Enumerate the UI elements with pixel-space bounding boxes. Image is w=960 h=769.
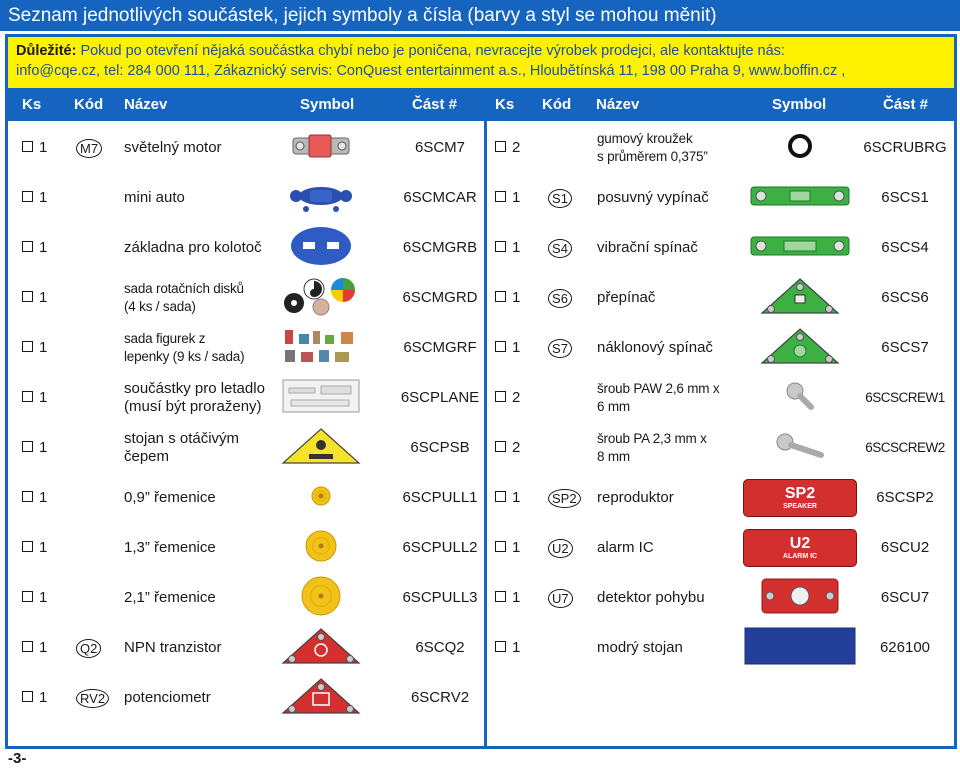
quantity-value: 1 <box>512 239 521 256</box>
part-name-line: 6 mm <box>597 399 630 414</box>
part-number: 6SCMCAR <box>403 189 477 206</box>
part-number: 6SCM7 <box>414 139 466 156</box>
quantity-cell <box>495 223 520 273</box>
part-name-line: přepínač <box>597 289 656 306</box>
selector-switch-icon <box>760 277 840 320</box>
checkbox-icon[interactable] <box>495 591 506 602</box>
symbol-cell <box>734 278 866 318</box>
quantity-cell <box>495 573 520 623</box>
part-name-line: 2,1” řemenice <box>124 589 216 606</box>
icon-label-main: U2 <box>789 534 811 552</box>
checkbox-icon[interactable] <box>495 391 506 402</box>
part-name-line: 1,3” řemenice <box>124 539 216 556</box>
symbol-cell <box>734 428 866 468</box>
symbol-cell <box>734 228 866 268</box>
rubber-ring-icon <box>786 132 814 165</box>
part-name-line: mini auto <box>124 189 185 206</box>
page-title: Seznam jednotlivých součástek, jejich symboly a čísla (barvy a styl se mohou měnit) <box>0 0 960 31</box>
quantity-value: 1 <box>512 589 521 606</box>
checkbox-icon[interactable] <box>495 291 506 302</box>
part-number: 6SCRV2 <box>410 689 470 706</box>
checkbox-icon[interactable] <box>495 441 506 452</box>
header-code-right: Kód <box>542 96 572 113</box>
quantity-cell <box>495 473 520 523</box>
blue-stand-icon <box>744 626 856 671</box>
potentiometer-icon <box>281 677 361 720</box>
part-code-badge: SP2 <box>548 489 581 508</box>
header-name: Název <box>124 96 168 113</box>
page-number: -3- <box>8 750 27 767</box>
checkbox-icon[interactable] <box>495 191 506 202</box>
quantity-cell <box>495 123 520 173</box>
header-name-right: Název <box>596 96 640 113</box>
table-row <box>8 323 954 373</box>
quantity-value: 1 <box>512 539 521 556</box>
part-name-line: stojan s otáčivým <box>124 430 240 447</box>
quantity-cell <box>495 323 520 373</box>
header-qty-right: Ks <box>495 96 515 113</box>
part-name-line: NPN tranzistor <box>124 639 222 656</box>
quantity-value: 1 <box>39 389 48 406</box>
part-code-badge: S4 <box>548 239 572 258</box>
part-name-line: náklonový spínač <box>597 339 713 356</box>
part-name-line: čepem <box>124 448 170 465</box>
icon-label-sub: SPEAKER <box>783 502 817 510</box>
part-name-line: vibrační spínač <box>597 239 698 256</box>
important-notice <box>8 37 954 88</box>
checkbox-icon[interactable] <box>495 141 506 152</box>
vibration-switch-icon <box>750 235 850 262</box>
part-name <box>597 430 707 466</box>
table-header <box>8 88 954 121</box>
table-row <box>8 673 954 723</box>
quantity-value: 1 <box>39 289 48 306</box>
parts-table <box>5 34 957 749</box>
part-name-line: šroub PAW 2,6 mm x <box>597 381 720 396</box>
speaker-icon <box>743 479 857 517</box>
quantity-value: 1 <box>512 289 521 306</box>
part-name <box>597 539 654 557</box>
notice-line-1 <box>16 41 946 61</box>
quantity-value: 1 <box>512 639 521 656</box>
part-number: 6SCMGRB <box>402 239 478 256</box>
quantity-cell <box>495 273 520 323</box>
part-name-line: sada figurek z <box>124 331 206 346</box>
quantity-value: 1 <box>512 339 521 356</box>
part-number: 6SCPLANE <box>400 389 480 406</box>
table-row <box>8 123 954 173</box>
part-code-badge: Q2 <box>76 639 101 658</box>
part-number: 6SCSP2 <box>876 489 934 506</box>
part-name <box>597 239 698 257</box>
notice-line-2: info@cqe.cz, tel: 284 000 111, Zákaznický servis: ConQuest entertainment a.s., Hloubětínská 11, 198 00 Praha 9, www.boffin.cz , <box>16 63 846 79</box>
symbol-cell <box>262 678 380 718</box>
part-name <box>597 489 674 507</box>
symbol-cell <box>734 128 866 168</box>
table-row <box>8 373 954 423</box>
part-number: 6SCS1 <box>881 189 929 206</box>
part-name-line: základna pro kolotoč <box>124 239 262 256</box>
quantity-value: 1 <box>39 439 48 456</box>
part-number: 6SCS4 <box>881 239 929 256</box>
quantity-cell <box>495 373 520 423</box>
part-name-line: s průměrem 0,375” <box>597 149 708 164</box>
checkbox-icon[interactable] <box>495 241 506 252</box>
header-part: Část # <box>412 96 458 113</box>
symbol-cell <box>734 378 866 418</box>
quantity-value: 1 <box>39 539 48 556</box>
header-qty: Ks <box>22 96 42 113</box>
part-name-line: sada rotačních disků <box>124 281 244 296</box>
part-number: 626100 <box>879 639 931 656</box>
checkbox-icon[interactable] <box>22 691 33 702</box>
checkbox-icon[interactable] <box>495 541 506 552</box>
symbol-cell <box>734 328 866 368</box>
quantity-value: 1 <box>512 489 521 506</box>
part-number: 6SCU2 <box>880 539 930 556</box>
quantity-value: 2 <box>512 139 521 156</box>
quantity-cell <box>495 623 520 673</box>
part-code-badge: U2 <box>548 539 573 558</box>
part-name-line: 0,9” řemenice <box>124 489 216 506</box>
part-name-line: součástky pro letadlo <box>124 380 265 397</box>
part-number: 6SCMGRF <box>403 339 477 356</box>
header-symbol-right: Symbol <box>772 96 827 113</box>
part-number: 6SCS7 <box>881 339 929 356</box>
part-code-badge: M7 <box>76 139 102 158</box>
part-name-line: (musí být proraženy) <box>124 398 262 415</box>
quantity-value: 1 <box>39 189 48 206</box>
part-name-line: 8 mm <box>597 449 630 464</box>
part-name <box>597 339 713 357</box>
checkbox-icon[interactable] <box>495 491 506 502</box>
symbol-cell <box>734 528 866 568</box>
part-number: 6SCMGRD <box>402 289 478 306</box>
part-code-badge: S1 <box>548 189 572 208</box>
table-row <box>8 473 954 523</box>
symbol-cell <box>734 478 866 518</box>
part-name <box>597 189 709 207</box>
part-number: 6SCPULL3 <box>402 589 478 606</box>
part-name-line: modrý stojan <box>597 639 683 656</box>
part-name-line: světelný motor <box>124 139 222 156</box>
part-number: 6SCQ2 <box>415 639 465 656</box>
part-name <box>597 380 719 416</box>
quantity-value: 1 <box>39 639 48 656</box>
part-number: 6SCU7 <box>880 589 930 606</box>
part-number: 6SCSCREW1 <box>865 390 945 405</box>
quantity-cell <box>495 523 520 573</box>
part-name-line: potenciometr <box>124 689 211 706</box>
quantity-value: 1 <box>39 589 48 606</box>
table-row <box>8 573 954 623</box>
header-symbol: Symbol <box>300 96 355 113</box>
alarm-ic-icon <box>743 529 857 567</box>
part-code-badge: S6 <box>548 289 572 308</box>
part-name <box>597 289 655 307</box>
part-name-line: detektor pohybu <box>597 589 705 606</box>
part-name-line: posuvný vypínač <box>597 189 709 206</box>
part-code-badge: RV2 <box>76 689 109 708</box>
part-code-badge: S7 <box>548 339 572 358</box>
symbol-cell <box>734 628 866 668</box>
table-row <box>8 523 954 573</box>
part-number: 6SCSCREW2 <box>865 440 945 455</box>
part-number: 6SCPSB <box>410 439 470 456</box>
motion-detector-icon <box>760 577 840 620</box>
part-number: 6SCPULL2 <box>402 539 478 556</box>
slide-switch-icon <box>750 185 850 212</box>
part-name-line: lepenky (9 ks / sada) <box>124 349 245 364</box>
part-code-badge: U7 <box>548 589 573 608</box>
quantity-value: 1 <box>39 339 48 356</box>
part-name-line: (4 ks / sada) <box>124 299 196 314</box>
tilt-switch-icon <box>760 327 840 370</box>
part-name-line: alarm IC <box>597 539 654 556</box>
part-name-line: reproduktor <box>597 489 674 506</box>
quantity-value: 1 <box>39 239 48 256</box>
quantity-value: 1 <box>512 189 521 206</box>
quantity-value: 1 <box>39 489 48 506</box>
part-name-line: gumový kroužek <box>597 131 693 146</box>
quantity-value: 2 <box>512 389 521 406</box>
part-name-line: šroub PA 2,3 mm x <box>597 431 707 446</box>
symbol-cell <box>734 178 866 218</box>
table-row <box>8 173 954 223</box>
part-number: 6SCS6 <box>881 289 929 306</box>
quantity-value: 2 <box>512 439 521 456</box>
part-number: 6SCPULL1 <box>402 489 478 506</box>
table-row <box>8 423 954 473</box>
table-row <box>8 273 954 323</box>
quantity-cell <box>495 173 520 223</box>
checkbox-icon[interactable] <box>495 641 506 652</box>
symbol-cell <box>734 578 866 618</box>
part-name <box>597 639 683 657</box>
table-row <box>8 623 954 673</box>
icon-label-main: SP2 <box>784 484 816 502</box>
table-row <box>8 223 954 273</box>
screw-short-icon <box>785 381 815 416</box>
part-name <box>124 689 211 707</box>
quantity-cell <box>22 673 47 723</box>
quantity-cell <box>495 423 520 473</box>
quantity-value: 1 <box>39 689 48 706</box>
notice-text: Pokud po otevření nějaká součástka chybí nebo je poničena, nevracejte výrobek prodejci, ale kontaktujte nás: <box>76 43 785 59</box>
part-name <box>597 589 705 607</box>
header-code: Kód <box>74 96 104 113</box>
notice-label: Důležité: <box>16 43 77 59</box>
quantity-value: 1 <box>39 139 48 156</box>
header-part-right: Část # <box>883 96 929 113</box>
checkbox-icon[interactable] <box>495 341 506 352</box>
part-name <box>597 130 708 166</box>
icon-label-sub: ALARM IC <box>782 552 818 560</box>
screw-long-icon <box>775 431 825 466</box>
part-number: 6SCRUBRG <box>863 139 947 156</box>
